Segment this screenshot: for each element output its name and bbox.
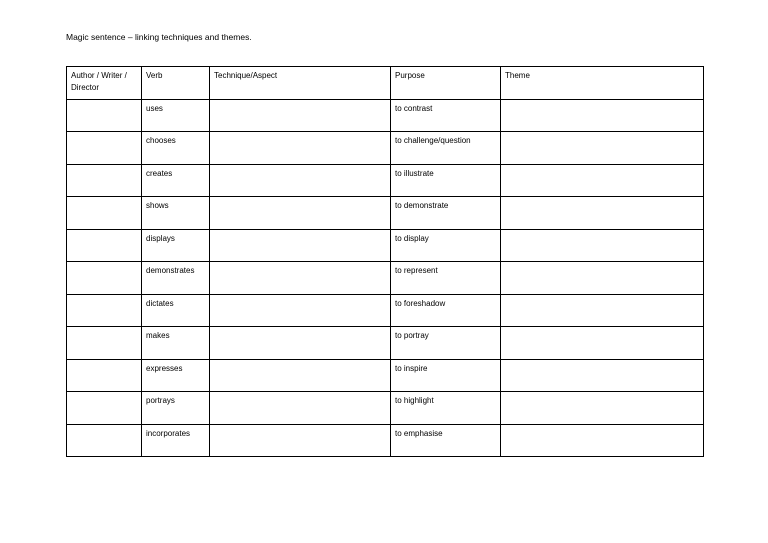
technique-cell[interactable] (210, 229, 391, 262)
header-purpose: Purpose (391, 67, 501, 100)
author-cell[interactable] (67, 359, 142, 392)
verb-cell: creates (142, 164, 210, 197)
theme-cell[interactable] (501, 327, 704, 360)
header-verb: Verb (142, 67, 210, 100)
table-row (67, 164, 704, 197)
purpose-cell: to contrast (391, 99, 501, 132)
author-cell[interactable] (67, 294, 142, 327)
theme-cell[interactable] (501, 164, 704, 197)
purpose-cell: to highlight (391, 392, 501, 425)
author-cell[interactable] (67, 197, 142, 230)
purpose-cell: to emphasise (391, 424, 501, 457)
technique-cell[interactable] (210, 359, 391, 392)
theme-cell[interactable] (501, 229, 704, 262)
purpose-cell: to illustrate (391, 164, 501, 197)
table-row (67, 262, 704, 295)
technique-cell[interactable] (210, 294, 391, 327)
document-title: Magic sentence – linking techniques and themes. (66, 32, 252, 42)
theme-cell[interactable] (501, 197, 704, 230)
technique-cell[interactable] (210, 164, 391, 197)
verb-cell: portrays (142, 392, 210, 425)
theme-cell[interactable] (501, 359, 704, 392)
theme-cell[interactable] (501, 262, 704, 295)
verb-cell: displays (142, 229, 210, 262)
table-row (67, 327, 704, 360)
purpose-cell: to portray (391, 327, 501, 360)
theme-cell[interactable] (501, 424, 704, 457)
author-cell[interactable] (67, 424, 142, 457)
verb-cell: chooses (142, 132, 210, 165)
purpose-cell: to display (391, 229, 501, 262)
verb-cell: expresses (142, 359, 210, 392)
table-row (67, 99, 704, 132)
author-cell[interactable] (67, 262, 142, 295)
purpose-cell: to challenge/question (391, 132, 501, 165)
table-row (67, 197, 704, 230)
table-row (67, 424, 704, 457)
verb-cell: incorporates (142, 424, 210, 457)
table-row (67, 359, 704, 392)
header-technique: Technique/Aspect (210, 67, 391, 100)
table-row (67, 392, 704, 425)
linking-table (66, 66, 704, 457)
theme-cell[interactable] (501, 294, 704, 327)
header-theme: Theme (501, 67, 704, 100)
header-row (67, 67, 704, 100)
table-row (67, 294, 704, 327)
author-cell[interactable] (67, 327, 142, 360)
technique-cell[interactable] (210, 99, 391, 132)
verb-cell: shows (142, 197, 210, 230)
theme-cell[interactable] (501, 99, 704, 132)
technique-cell[interactable] (210, 132, 391, 165)
purpose-cell: to inspire (391, 359, 501, 392)
purpose-cell: to foreshadow (391, 294, 501, 327)
author-cell[interactable] (67, 99, 142, 132)
author-cell[interactable] (67, 164, 142, 197)
theme-cell[interactable] (501, 392, 704, 425)
purpose-cell: to represent (391, 262, 501, 295)
header-author: Author / Writer / Director (67, 67, 142, 100)
verb-cell: demonstrates (142, 262, 210, 295)
author-cell[interactable] (67, 392, 142, 425)
table-row (67, 132, 704, 165)
technique-cell[interactable] (210, 262, 391, 295)
technique-cell[interactable] (210, 392, 391, 425)
purpose-cell: to demonstrate (391, 197, 501, 230)
author-cell[interactable] (67, 229, 142, 262)
technique-cell[interactable] (210, 197, 391, 230)
technique-cell[interactable] (210, 327, 391, 360)
technique-cell[interactable] (210, 424, 391, 457)
verb-cell: makes (142, 327, 210, 360)
verb-cell: dictates (142, 294, 210, 327)
table-row (67, 229, 704, 262)
author-cell[interactable] (67, 132, 142, 165)
theme-cell[interactable] (501, 132, 704, 165)
verb-cell: uses (142, 99, 210, 132)
